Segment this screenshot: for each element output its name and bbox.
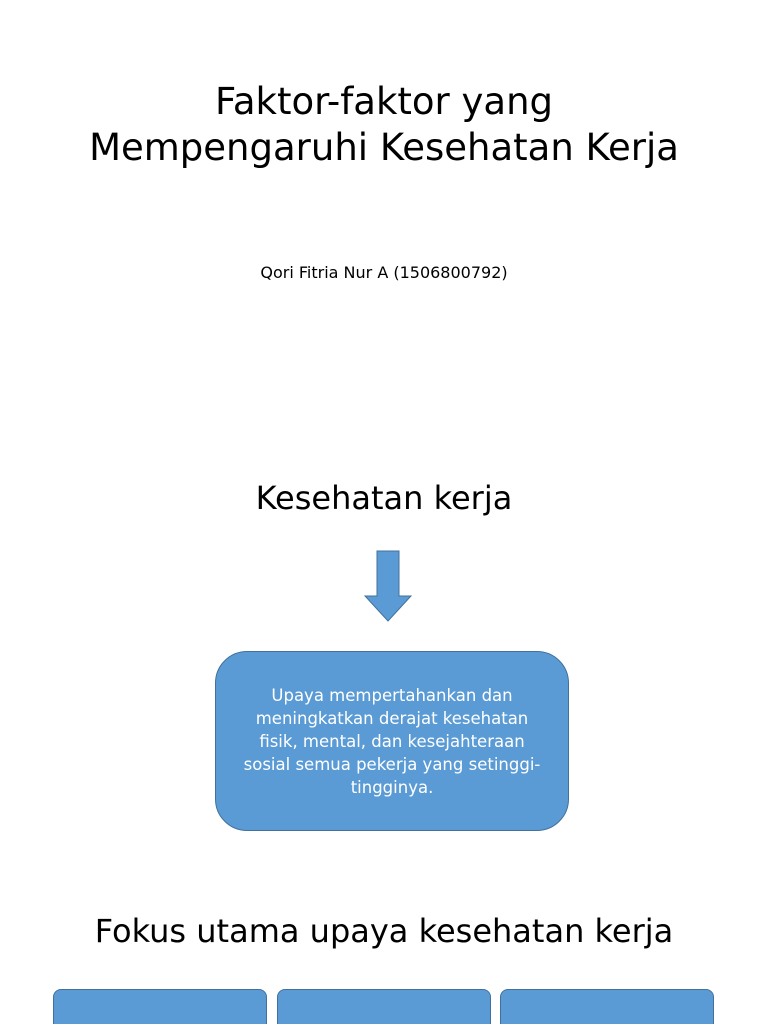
- focus-slide: [0, 880, 768, 1024]
- arrow-down-icon: [364, 550, 412, 622]
- slide-subtitle-author: Qori Fitria Nur A (1506800792): [260, 263, 508, 282]
- focus-box: [53, 989, 267, 1024]
- slide-title: Faktor-faktor yang Mempengaruhi Kesehatan Kerja: [89, 80, 679, 169]
- title-slide: [0, 0, 768, 430]
- definition-text: Upaya mempertahankan dan meningkatkan derajat kesehatan fisik, mental, dan kesejahteraan sosial semua pekerja yang setinggi-tingginya.: [243, 685, 541, 797]
- definition-slide: [0, 430, 768, 880]
- slide-heading: Kesehatan kerja: [255, 479, 513, 517]
- slide-heading: Fokus utama upaya kesehatan kerja: [94, 912, 674, 950]
- focus-box: [277, 989, 491, 1024]
- focus-box: [500, 989, 714, 1024]
- definition-box: [215, 651, 569, 831]
